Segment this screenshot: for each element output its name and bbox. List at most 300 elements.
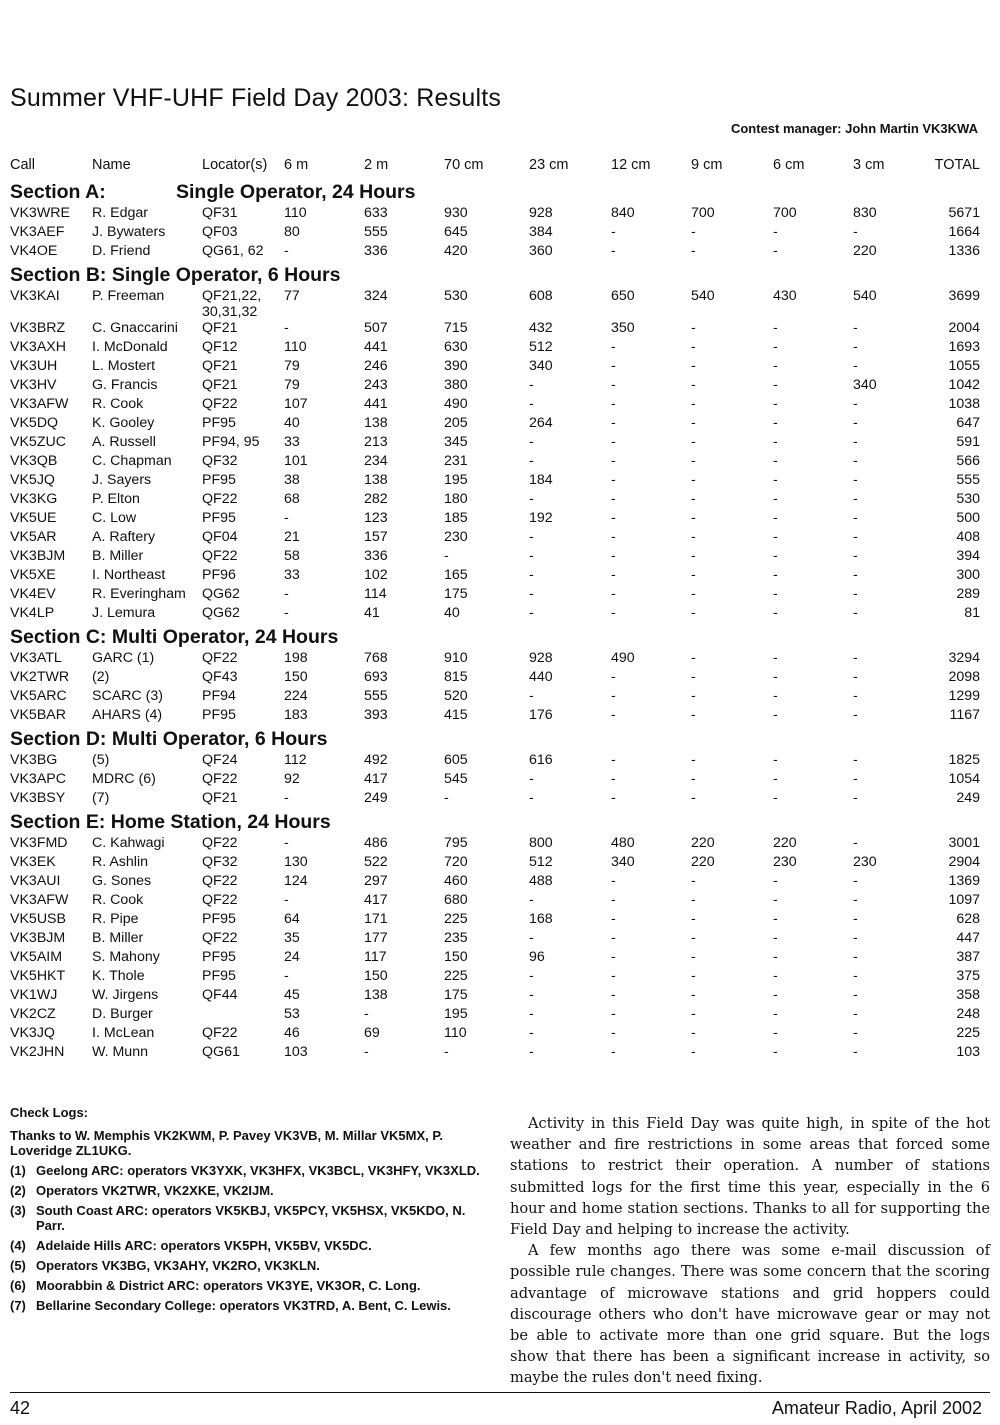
table-cell: - (691, 1006, 696, 1022)
table-cell: 220 (691, 835, 715, 851)
table-cell: QF22 (202, 548, 238, 564)
table-cell: - (691, 320, 696, 336)
table-cell: 1825 (948, 752, 980, 768)
table-cell: 177 (364, 930, 388, 946)
table-cell: 33 (284, 567, 300, 583)
table-cell: - (529, 930, 534, 946)
table-cell: 1664 (948, 224, 980, 240)
table-cell: - (611, 358, 616, 374)
table-cell: QF43 (202, 669, 238, 685)
table-cell: - (691, 224, 696, 240)
table-cell: QF44 (202, 987, 238, 1003)
table-cell: - (691, 243, 696, 259)
table-cell: - (529, 771, 534, 787)
table-cell: VK3KG (10, 491, 58, 507)
table-cell: 225 (444, 911, 468, 927)
table-cell: G. Sones (92, 873, 152, 889)
table-cell: - (691, 491, 696, 507)
table-cell: VK3UH (10, 358, 58, 374)
table-cell: PF96 (202, 567, 236, 583)
table-cell: 591 (956, 434, 980, 450)
table-cell: 490 (611, 650, 635, 666)
table-cell: 628 (956, 911, 980, 927)
table-cell: - (691, 752, 696, 768)
table-cell: VK3APC (10, 771, 66, 787)
table-cell: 512 (529, 339, 553, 355)
table-row (10, 752, 980, 771)
footnote-text: Moorabbin & District ARC: operators VK3YE, VK3OR, C. Long. (36, 1278, 421, 1293)
table-cell: 5671 (948, 205, 980, 221)
table-cell: 460 (444, 873, 468, 889)
table-cell: 680 (444, 892, 468, 908)
table-cell: - (529, 548, 534, 564)
table-cell: 234 (364, 453, 388, 469)
table-cell: VK3AFW (10, 396, 69, 412)
table-cell: VK5AIM (10, 949, 63, 965)
table-cell: QG61 (202, 1044, 240, 1060)
table-cell: - (691, 377, 696, 393)
table-cell: 566 (956, 453, 980, 469)
table-cell: PF94, 95 (202, 434, 260, 450)
table-cell: 185 (444, 510, 468, 526)
table-cell: 545 (444, 771, 468, 787)
table-cell: 289 (956, 586, 980, 602)
table-cell: VK5AR (10, 529, 57, 545)
table-cell: 693 (364, 669, 388, 685)
table-cell: VK5ARC (10, 688, 67, 704)
table-cell: - (853, 434, 858, 450)
table-cell: - (773, 567, 778, 583)
table-cell: - (773, 358, 778, 374)
table-cell: QF22 (202, 491, 238, 507)
table-cell: 630 (444, 339, 468, 355)
table-cell: - (691, 472, 696, 488)
table-cell: - (773, 377, 778, 393)
table-cell: - (611, 453, 616, 469)
table-cell: 408 (956, 529, 980, 545)
table-cell: 249 (956, 790, 980, 806)
table-cell: 815 (444, 669, 468, 685)
table-cell: QF22 (202, 396, 238, 412)
table-cell: - (529, 688, 534, 704)
table-cell: 138 (364, 472, 388, 488)
table-cell: J. Bywaters (92, 224, 166, 240)
table-row (10, 790, 980, 809)
table-cell: QG62 (202, 605, 240, 621)
table-cell: - (611, 1006, 616, 1022)
table-cell: J. Lemura (92, 605, 156, 621)
article-paragraph: Activity in this Field Day was quite high, in spite of the hot weather and fire restrictions in some areas that forced some stations to restrict their operation. A number of stations submitted logs for the first time this year, especially in the 6 hour and home station sections. Thanks to all for supporting the Field Day and helping to increase the activity. (510, 1115, 990, 1239)
table-row (10, 510, 980, 529)
table-cell: - (611, 707, 616, 723)
table-cell: W. Munn (92, 1044, 148, 1060)
table-cell: - (853, 396, 858, 412)
column-header: 9 cm (691, 157, 723, 173)
table-cell: - (773, 771, 778, 787)
table-cell: - (691, 586, 696, 602)
table-cell: B. Miller (92, 930, 144, 946)
table-cell: - (529, 892, 534, 908)
column-header: Call (10, 157, 35, 173)
table-cell: 633 (364, 205, 388, 221)
footnote-number: (2) (10, 1183, 26, 1198)
article-text (510, 1113, 990, 1389)
contest-manager: Contest manager: John Martin VK3KWA (730, 121, 978, 136)
table-row (10, 650, 980, 669)
table-cell: P. Elton (92, 491, 140, 507)
table-cell: (2) (92, 669, 110, 685)
table-cell: 1054 (948, 771, 980, 787)
table-cell: - (773, 752, 778, 768)
table-cell: - (773, 688, 778, 704)
table-cell: 21 (284, 529, 300, 545)
table-cell: - (773, 491, 778, 507)
table-cell: - (284, 835, 289, 851)
table-cell: - (691, 949, 696, 965)
table-row (10, 224, 980, 243)
table-cell: - (773, 949, 778, 965)
table-cell: 645 (444, 224, 468, 240)
table-row (10, 771, 980, 790)
table-cell: - (284, 892, 289, 908)
table-cell: - (611, 968, 616, 984)
table-cell: VK3HV (10, 377, 57, 393)
table-cell: 124 (284, 873, 308, 889)
table-cell: - (611, 224, 616, 240)
table-cell: - (611, 415, 616, 431)
table-row (10, 1006, 980, 1025)
footnote-text: Adelaide Hills ARC: operators VK5PH, VK5BV, VK5DC. (36, 1238, 372, 1253)
table-cell: - (773, 669, 778, 685)
table-cell: - (853, 491, 858, 507)
table-row (10, 288, 980, 320)
table-cell: - (691, 415, 696, 431)
table-row (10, 987, 980, 1006)
table-cell: D. Burger (92, 1006, 153, 1022)
table-cell: 205 (444, 415, 468, 431)
table-cell: 2098 (948, 669, 980, 685)
table-cell: - (284, 320, 289, 336)
footnote-text: Operators VK2TWR, VK2XKE, VK2IJM. (36, 1183, 274, 1198)
table-cell: 800 (529, 835, 553, 851)
table-cell: - (773, 650, 778, 666)
table-cell: I. Northeast (92, 567, 166, 583)
table-cell: - (691, 567, 696, 583)
section-heading (10, 726, 980, 752)
table-cell: PF95 (202, 968, 236, 984)
table-cell: PF95 (202, 911, 236, 927)
table-cell: - (773, 1044, 778, 1060)
table-cell: 213 (364, 434, 388, 450)
footnote (10, 1183, 490, 1198)
section-heading (10, 809, 980, 835)
footnote-number: (4) (10, 1238, 26, 1253)
table-cell: - (773, 224, 778, 240)
table-cell: 114 (364, 586, 387, 602)
table-cell: - (853, 835, 858, 851)
page-title: Summer VHF-UHF Field Day 2003: Results (10, 84, 502, 112)
table-cell: 101 (284, 453, 308, 469)
table-cell: VK3JQ (10, 1025, 55, 1041)
table-cell: 530 (444, 288, 468, 304)
table-cell: 415 (444, 707, 468, 723)
table-cell: - (773, 415, 778, 431)
table-cell: 540 (691, 288, 715, 304)
table-cell: - (529, 396, 534, 412)
table-cell: 650 (611, 288, 635, 304)
section-heading (10, 624, 980, 650)
table-cell: VK5DQ (10, 415, 59, 431)
table-cell: - (773, 911, 778, 927)
table-cell: QG61, 62 (202, 243, 264, 259)
table-cell: 1055 (948, 358, 980, 374)
table-cell: - (529, 1006, 534, 1022)
table-cell: - (611, 1025, 616, 1041)
table-cell: 220 (691, 854, 715, 870)
table-cell: - (853, 911, 858, 927)
table-cell: 246 (364, 358, 388, 374)
table-cell: 225 (956, 1025, 980, 1041)
table-cell: - (773, 320, 778, 336)
table-row (10, 1044, 980, 1063)
table-cell: 192 (529, 510, 553, 526)
table-cell: - (853, 930, 858, 946)
table-cell: A. Raftery (92, 529, 156, 545)
table-cell: - (529, 605, 534, 621)
table-cell: 340 (853, 377, 877, 393)
table-cell: 230 (773, 854, 797, 870)
table-cell: - (529, 586, 534, 602)
footnote-text: Operators VK3BG, VK3AHY, VK2RO, VK3KLN. (36, 1258, 320, 1273)
table-cell: 486 (364, 835, 388, 851)
column-header: 70 cm (444, 157, 484, 173)
table-cell: QF22 (202, 835, 238, 851)
table-cell: - (853, 707, 858, 723)
table-cell: VK3BSY (10, 790, 66, 806)
table-cell: 490 (444, 396, 468, 412)
footnote (10, 1203, 490, 1233)
table-cell: 103 (284, 1044, 308, 1060)
footnote (10, 1163, 490, 1178)
table-cell: 432 (529, 320, 553, 336)
table-cell: G. Francis (92, 377, 158, 393)
table-cell: 35 (284, 930, 300, 946)
table-cell: VK2TWR (10, 669, 70, 685)
table-cell: 700 (691, 205, 715, 221)
table-cell: - (773, 968, 778, 984)
table-cell: - (529, 987, 534, 1003)
table-cell: - (284, 243, 289, 259)
table-cell: - (611, 434, 616, 450)
column-header: 6 cm (773, 157, 805, 173)
table-cell: - (529, 567, 534, 583)
table-row (10, 835, 980, 854)
table-cell: R. Everingham (92, 586, 186, 602)
footnote (10, 1238, 490, 1253)
table-cell: - (284, 510, 289, 526)
section-heading (10, 262, 980, 288)
table-cell: 441 (364, 339, 388, 355)
table-cell: - (364, 1044, 369, 1060)
section-subtitle: Single Operator, 24 Hours (176, 181, 416, 203)
table-cell: - (853, 453, 858, 469)
column-header: Name (92, 157, 131, 173)
table-row (10, 688, 980, 707)
table-cell: - (853, 224, 858, 240)
table-cell: 1369 (948, 873, 980, 889)
column-header: TOTAL (934, 157, 980, 173)
table-cell: - (691, 987, 696, 1003)
table-cell: 540 (853, 288, 877, 304)
table-cell: - (773, 472, 778, 488)
footnote-text: Geelong ARC: operators VK3YXK, VK3HFX, VK3BCL, VK3HFY, VK3XLD. (36, 1163, 480, 1178)
table-cell: - (773, 548, 778, 564)
table-cell: - (773, 1006, 778, 1022)
table-cell: 1693 (948, 339, 980, 355)
table-cell: 38 (284, 472, 300, 488)
table-cell: (5) (92, 752, 110, 768)
table-cell: QF22 (202, 892, 238, 908)
table-cell: 80 (284, 224, 300, 240)
table-cell: I. McLean (92, 1025, 155, 1041)
table-cell: 198 (284, 650, 308, 666)
table-cell: C. Gnaccarini (92, 320, 178, 336)
table-cell: - (773, 930, 778, 946)
table-cell: 183 (284, 707, 308, 723)
table-cell: 616 (529, 752, 553, 768)
table-cell: - (284, 605, 289, 621)
table-cell: C. Low (92, 510, 137, 526)
table-cell: - (691, 1044, 696, 1060)
table-cell: 168 (529, 911, 553, 927)
table-cell: QF21 (202, 320, 238, 336)
footnote-number: (1) (10, 1163, 26, 1178)
table-cell: R. Cook (92, 892, 144, 908)
table-cell: 40 (444, 605, 460, 621)
section-label: Section D: Multi Operator, 6 Hours (10, 728, 328, 750)
table-cell: 768 (364, 650, 388, 666)
section-label: Section B: Single Operator, 6 Hours (10, 264, 341, 286)
table-cell: - (444, 1044, 449, 1060)
table-cell: 647 (956, 415, 980, 431)
table-cell: QF24 (202, 752, 238, 768)
table-cell: - (773, 510, 778, 526)
table-cell: - (853, 472, 858, 488)
table-cell: 243 (364, 377, 388, 393)
table-cell: 138 (364, 987, 388, 1003)
table-cell: 24 (284, 949, 300, 965)
table-cell: - (529, 377, 534, 393)
table-cell: 345 (444, 434, 468, 450)
table-cell: 394 (956, 548, 980, 564)
check-logs-thanks: Thanks to W. Memphis VK2KWM, P. Pavey VK3VB, M. Millar VK5MX, P. Loveridge ZL1UKG. (10, 1128, 443, 1158)
table-cell: L. Mostert (92, 358, 156, 374)
table-cell: - (853, 873, 858, 889)
table-cell: 795 (444, 835, 468, 851)
table-cell: 380 (444, 377, 468, 393)
table-cell: 69 (364, 1025, 380, 1041)
check-logs-heading: Check Logs: (10, 1105, 89, 1120)
table-cell: VK3EK (10, 854, 56, 870)
table-cell: - (853, 529, 858, 545)
table-cell: 480 (611, 835, 635, 851)
table-row (10, 434, 980, 453)
table-cell: - (773, 1025, 778, 1041)
table-cell: 107 (284, 396, 308, 412)
table-cell: VK3FMD (10, 835, 68, 851)
table-cell: 720 (444, 854, 468, 870)
table-cell: 150 (444, 949, 468, 965)
table-cell: - (853, 510, 858, 526)
table-cell: VK2CZ (10, 1006, 56, 1022)
table-row (10, 911, 980, 930)
table-cell: QF31 (202, 205, 238, 221)
table-cell: 117 (364, 949, 387, 965)
table-cell: VK4EV (10, 586, 56, 602)
table-cell: 417 (364, 771, 388, 787)
table-cell: - (444, 548, 449, 564)
table-cell: - (853, 968, 858, 984)
table-cell: C. Kahwagi (92, 835, 165, 851)
table-cell: A. Russell (92, 434, 156, 450)
table-cell: - (691, 434, 696, 450)
table-cell: (7) (92, 790, 110, 806)
table-cell: - (853, 790, 858, 806)
table-cell: - (529, 968, 534, 984)
table-cell: 1097 (948, 892, 980, 908)
table-cell: R. Cook (92, 396, 144, 412)
table-cell: VK5UE (10, 510, 57, 526)
table-cell: - (853, 1044, 858, 1060)
table-cell: 297 (364, 873, 388, 889)
table-cell: VK5USB (10, 911, 66, 927)
table-cell: PF95 (202, 510, 236, 526)
table-row (10, 339, 980, 358)
column-header: Locator(s) (202, 157, 268, 173)
table-cell: 224 (284, 688, 308, 704)
table-cell: QF12 (202, 339, 238, 355)
table-cell: QF21 (202, 358, 238, 374)
footnote-text: Bellarine Secondary College: operators VK3TRD, A. Bent, C. Lewis. (36, 1298, 451, 1313)
table-row (10, 605, 980, 624)
table-row (10, 205, 980, 224)
table-cell: 512 (529, 854, 553, 870)
table-cell: QF22 (202, 873, 238, 889)
page-number: 42 (10, 1398, 31, 1418)
table-cell: 375 (956, 968, 980, 984)
table-cell: - (773, 434, 778, 450)
table-cell: - (773, 453, 778, 469)
table-row (10, 930, 980, 949)
table-cell: 520 (444, 688, 468, 704)
table-cell: - (773, 873, 778, 889)
table-cell: 33 (284, 434, 300, 450)
table-row (10, 415, 980, 434)
table-cell: 430 (773, 288, 797, 304)
table-cell: - (853, 1025, 858, 1041)
table-cell: - (853, 358, 858, 374)
table-cell: QF22 (202, 771, 238, 787)
table-cell: 3294 (948, 650, 980, 666)
table-cell: - (611, 892, 616, 908)
table-cell: 46 (284, 1025, 300, 1041)
table-cell: 500 (956, 510, 980, 526)
table-cell: - (773, 396, 778, 412)
table-cell: 102 (364, 567, 388, 583)
table-cell: - (611, 752, 616, 768)
table-cell: 1167 (949, 707, 980, 723)
table-cell: 130 (284, 854, 308, 870)
